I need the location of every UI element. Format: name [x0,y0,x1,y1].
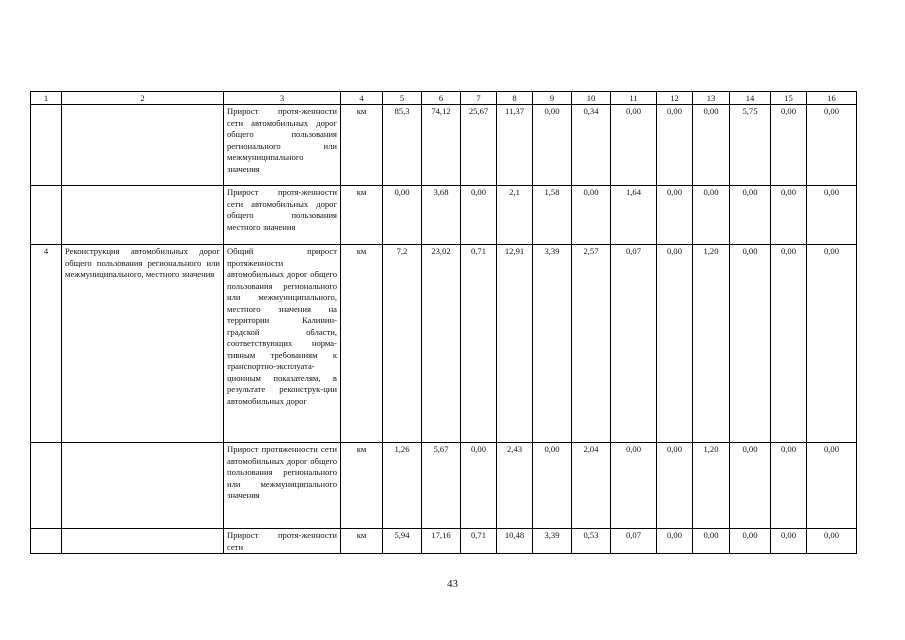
value-cell: 0,00 [693,105,730,186]
value-cell: 0,00 [572,186,611,245]
value-cell: 10,48 [497,529,533,554]
unit-cell: км [341,443,383,529]
value-cell: 11,37 [497,105,533,186]
value-cell: 0,53 [572,529,611,554]
header-cell: 4 [341,92,383,105]
row-number-cell: 4 [31,245,62,443]
header-cell: 7 [461,92,497,105]
value-cell: 0,71 [461,529,497,554]
header-cell: 12 [657,92,693,105]
value-cell: 2,43 [497,443,533,529]
header-cell: 8 [497,92,533,105]
value-cell: 0,34 [572,105,611,186]
measure-name-cell: Реконструкция автомобильных дорог общего пользования регионального или межмуниципального, местного значения [62,245,224,443]
value-cell: 5,67 [422,443,461,529]
indicator-cell: Прирост протя-женности сети автомобильных дорог общего пользования местного значения [224,186,341,245]
value-cell: 0,00 [807,186,857,245]
page-number: 43 [447,578,458,590]
column-number-row [31,92,857,105]
value-cell: 0,00 [693,186,730,245]
measure-name-cell [62,105,224,186]
unit-cell: км [341,186,383,245]
value-cell: 0,00 [657,443,693,529]
header-cell: 15 [771,92,807,105]
value-cell: 0,00 [730,529,771,554]
table-row [31,443,857,529]
value-cell: 0,71 [461,245,497,443]
value-cell: 0,00 [730,186,771,245]
value-cell: 3,39 [533,529,572,554]
value-cell: 0,00 [657,186,693,245]
value-cell: 0,00 [807,443,857,529]
value-cell: 0,00 [771,443,807,529]
value-cell: 0,00 [533,443,572,529]
value-cell: 0,00 [807,529,857,554]
value-cell: 1,58 [533,186,572,245]
unit-cell: км [341,105,383,186]
value-cell: 2,57 [572,245,611,443]
value-cell: 0,00 [611,443,657,529]
value-cell: 3,39 [533,245,572,443]
value-cell: 25,67 [461,105,497,186]
measure-name-cell [62,186,224,245]
value-cell: 0,00 [657,529,693,554]
value-cell: 1,20 [693,245,730,443]
value-cell: 0,00 [611,105,657,186]
indicator-cell: Прирост протя-женности сети автомобильных дорог общего пользования регионального или межмуниципального значения [224,105,341,186]
header-cell: 13 [693,92,730,105]
value-cell: 3,68 [422,186,461,245]
table-row [31,186,857,245]
value-cell: 0,00 [807,105,857,186]
value-cell: 5,94 [383,529,422,554]
row-number-cell [31,443,62,529]
value-cell: 12,91 [497,245,533,443]
unit-cell: км [341,245,383,443]
header-cell: 11 [611,92,657,105]
table-row [31,105,857,186]
value-cell: 0,07 [611,529,657,554]
value-cell: 0,00 [730,443,771,529]
value-cell: 0,00 [771,105,807,186]
header-cell: 2 [62,92,224,105]
value-cell: 0,00 [657,245,693,443]
value-cell: 74,12 [422,105,461,186]
value-cell: 1,64 [611,186,657,245]
indicator-cell: Общий прирост протяженности автомобильных дорог общего пользования регионального или межмуниципального, местного значения на территории Калинин-градской области, соответствующих норма-тивным требованиям к транспортно-эксплуата-ционным показателям, в результате реконструк-ции автомобильных дорог [224,245,341,443]
value-cell: 0,07 [611,245,657,443]
value-cell: 0,00 [461,186,497,245]
value-cell: 0,00 [807,245,857,443]
measure-name-cell [62,529,224,554]
measure-name-cell [62,443,224,529]
value-cell: 0,00 [730,245,771,443]
value-cell: 23,02 [422,245,461,443]
value-cell: 7,2 [383,245,422,443]
value-cell: 1,20 [693,443,730,529]
header-cell: 16 [807,92,857,105]
value-cell: 2,1 [497,186,533,245]
unit-cell: км [341,529,383,554]
header-cell: 5 [383,92,422,105]
value-cell: 0,00 [383,186,422,245]
value-cell: 5,75 [730,105,771,186]
header-cell: 6 [422,92,461,105]
value-cell: 0,00 [657,105,693,186]
row-number-cell [31,186,62,245]
value-cell: 0,00 [771,529,807,554]
value-cell: 0,00 [693,529,730,554]
header-cell: 10 [572,92,611,105]
value-cell: 0,00 [533,105,572,186]
table-row [31,245,857,443]
value-cell: 17,16 [422,529,461,554]
header-cell: 1 [31,92,62,105]
header-cell: 9 [533,92,572,105]
value-cell: 0,00 [771,245,807,443]
indicator-cell: Прирост протяженности сети автомобильных дорог общего пользования регионального или межмуниципального значения [224,443,341,529]
header-cell: 3 [224,92,341,105]
indicator-cell: Прирост протя-женности сети [224,529,341,554]
header-cell: 14 [730,92,771,105]
value-cell: 0,00 [461,443,497,529]
value-cell: 1,26 [383,443,422,529]
row-number-cell [31,529,62,554]
value-cell: 85,3 [383,105,422,186]
data-table [30,91,857,554]
table-row [31,529,857,554]
row-number-cell [31,105,62,186]
value-cell: 0,00 [771,186,807,245]
value-cell: 2,04 [572,443,611,529]
